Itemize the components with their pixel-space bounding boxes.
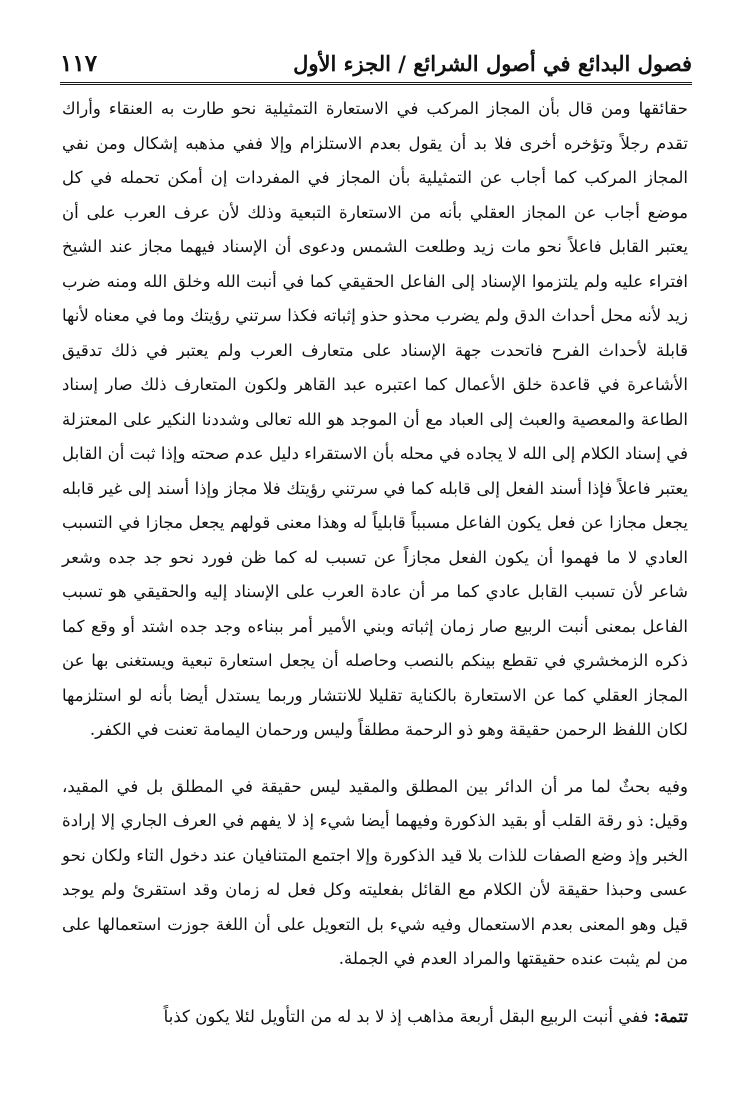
- running-header: [60, 44, 692, 85]
- body-text: [62, 92, 688, 1034]
- paragraph: حقائقها ومن قال بأن المجاز المركب في الاستعارة التمثيلية نحو طارت به العنقاء وأراك تقدم رجلاً وتؤخره أخرى فلا بد أن يقول بعدم الاستلزام وإلا ففي مذهبه إشكال ومن نفي المجاز المركب كما أجاب عن التمثيلية بأن المجاز في المفردات إن أمكن تحمله في كل موضع أجاب عن المجاز العقلي بأنه من الاستعارة التبعية وذلك لأن عرف العرب على أن يعتبر القابل فاعلاً نحو مات زيد وطلعت الشمس ودعوى أن الإسناد فيهما مجاز عند الشيخ افتراء عليه ولم يلتزموا الإسناد إلى الفاعل الحقيقي كما في أنبت الله وخلق الله ومنه ضرب زيد لأنه محل أحداث الدق ولم يضرب محذو حذو إثباته فكذا سرتني رؤيتك وما في معناه لأنها قابلة لأحداث الفرح فاتحدت جهة الإسناد على متعارف العرب ولم يعتبر في ذلك تدقيق الأشاعرة في قاعدة خلق الأعمال كما اعتبره عبد القاهر ولكون المتعارف ذلك صار إسناد الطاعة والمعصية والعبث إلى العباد مع أن الموجد هو الله تعالى وشددنا النكير على المعتزلة في إسناد الكلام إلى الله لا يجاده في محله بأن الاستقراء دليل عدم صحته وإذا ثبت أن القابل يعتبر فاعلاً فإذا أسند الفعل إلى قابله كما في سرتني رؤيتك فلا مجاز وإذا أسند إلى غير قابله يجعل مجازا عن فعل يكون الفاعل مسبباً قابلياً له وهذا معنى قولهم يجعل مجازا في التسبب العادي لا ما فهموا أن يكون الفعل مجازاً عن تسبب له كما ظن فورد نحو جد جده وشعر شاعر لأن تسبب القابل عادي كما مر أن عادة العرب على الإسناد إليه والحقيقي هو تسبب الفاعل بمعنى أنبت الربيع صار زمان إثباته وبني الأمير أمر ببناءه وجد جده اشتد أو وقع كما ذكره الزمخشري في تقطع بينكم بالنصب وحاصله أن يجعل استعارة تبعية ويستغنى بها عن المجاز العقلي كما عن الاستعارة بالكناية تقليلا للانتشار وربما يستدل أيضا بأنه لو استلزمها لكان اللفظ الرحمن حقيقة وهو ذو الرحمة مطلقاً وليس ورحمان اليمامة تعنت في الكفر.: [62, 99, 688, 739]
- paragraph: وفيه بحثٌ لما مر أن الدائر بين المطلق والمقيد ليس حقيقة في المطلق بل في المقيد، وقيل: ذو رقة القلب أو بقيد الذكورة وفيهما أيضا شيء إذ لا يفهم في العرف الجاري إلا إرادة الخبر وإذ وضع الصفات للذات بلا قيد الذكورة وإلا اجتمع المتنافيان عند دخول التاء ولكان نحو عسى وحبذا حقيقة لأن الكلام مع القائل بفعليته وكل فعل له زمان وقد استقرئ ولم يوجد قيل وهو المعنى بعدم الاستعمال وفيه شيء بل التعويل على أن اللغة جوزت استعمالها على من لم يثبت عنده حقيقتها والمراد العدم في الجملة.: [62, 776, 688, 968]
- paragraph-text: ففي أنبت الربيع البقل أربعة مذاهب إذ لا بد له من التأويل لئلا يكون كذباً: [163, 1006, 654, 1026]
- header-title: فصول البدائع في أصول الشرائع / الجزء الأول: [293, 50, 692, 76]
- page-number: ١١٧: [60, 49, 98, 77]
- paragraph-label: تتمة:: [653, 1005, 688, 1026]
- paragraph: [62, 999, 688, 1035]
